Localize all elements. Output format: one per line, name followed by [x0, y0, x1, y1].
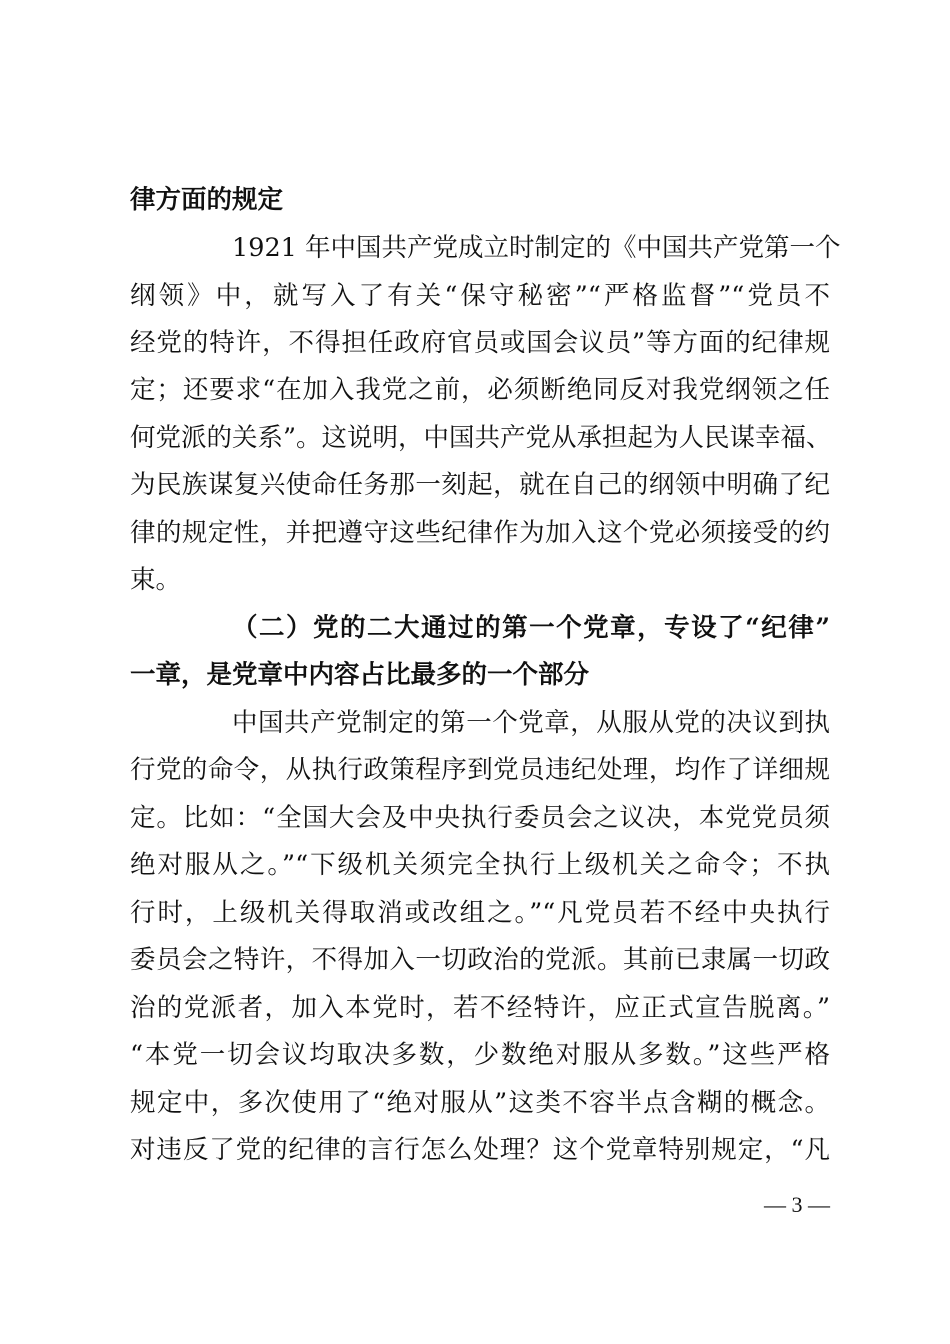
paragraph-line: 为民族谋复兴使命任务那一刻起，就在自己的纲领中明确了纪 [130, 470, 830, 500]
paragraph-line: 对违反了党的纪律的言行怎么处理？这个党章特别规定，“凡 [130, 1135, 830, 1165]
section-heading-continuation: 律方面的规定 [130, 185, 284, 215]
paragraph-line: 纲领》中，就写入了有关“保守秘密”“严格监督”“党员不 [130, 281, 830, 311]
paragraph-line: 行时，上级机关得取消或改组之。”“凡党员若不经中央执行 [130, 898, 830, 928]
page-number: — 3 — [764, 1192, 830, 1217]
paragraph-line: “本党一切会议均取决多数，少数绝对服从多数。”这些严格 [130, 1040, 830, 1070]
paragraph-line: 绝对服从之。”“下级机关须完全执行上级机关之命令；不执 [130, 850, 830, 880]
paragraph-line: 何党派的关系”。这说明，中国共产党从承担起为人民谋幸福、 [130, 423, 832, 453]
paragraph-line: 束。 [130, 565, 182, 595]
paragraph-line: 治的党派者，加入本党时，若不经特许，应正式宣告脱离。” [130, 993, 830, 1023]
paragraph-line: 1921 年中国共产党成立时制定的《中国共产党第一个 [232, 233, 841, 263]
paragraph-line: 中国共产党制定的第一个党章，从服从党的决议到执 [232, 708, 830, 738]
section-heading: 一章，是党章中内容占比最多的一个部分 [130, 660, 590, 690]
section-heading: （二）党的二大通过的第一个党章，专设了“纪律” [232, 613, 830, 643]
paragraph-line: 委员会之特许，不得加入一切政治的党派。其前已隶属一切政 [130, 945, 830, 975]
paragraph-line: 定。比如：“全国大会及中央执行委员会之议决，本党党员须 [130, 803, 830, 833]
paragraph-line: 定；还要求“在加入我党之前，必须断绝同反对我党纲领之任 [130, 375, 830, 405]
paragraph-line: 经党的特许，不得担任政府官员或国会议员”等方面的纪律规 [130, 328, 830, 358]
paragraph-line: 规定中，多次使用了“绝对服从”这类不容半点含糊的概念。 [130, 1088, 830, 1118]
paragraph-line: 律的规定性，并把遵守这些纪律作为加入这个党必须接受的约 [130, 518, 830, 548]
paragraph-line: 行党的命令，从执行政策程序到党员违纪处理，均作了详细规 [130, 755, 830, 785]
